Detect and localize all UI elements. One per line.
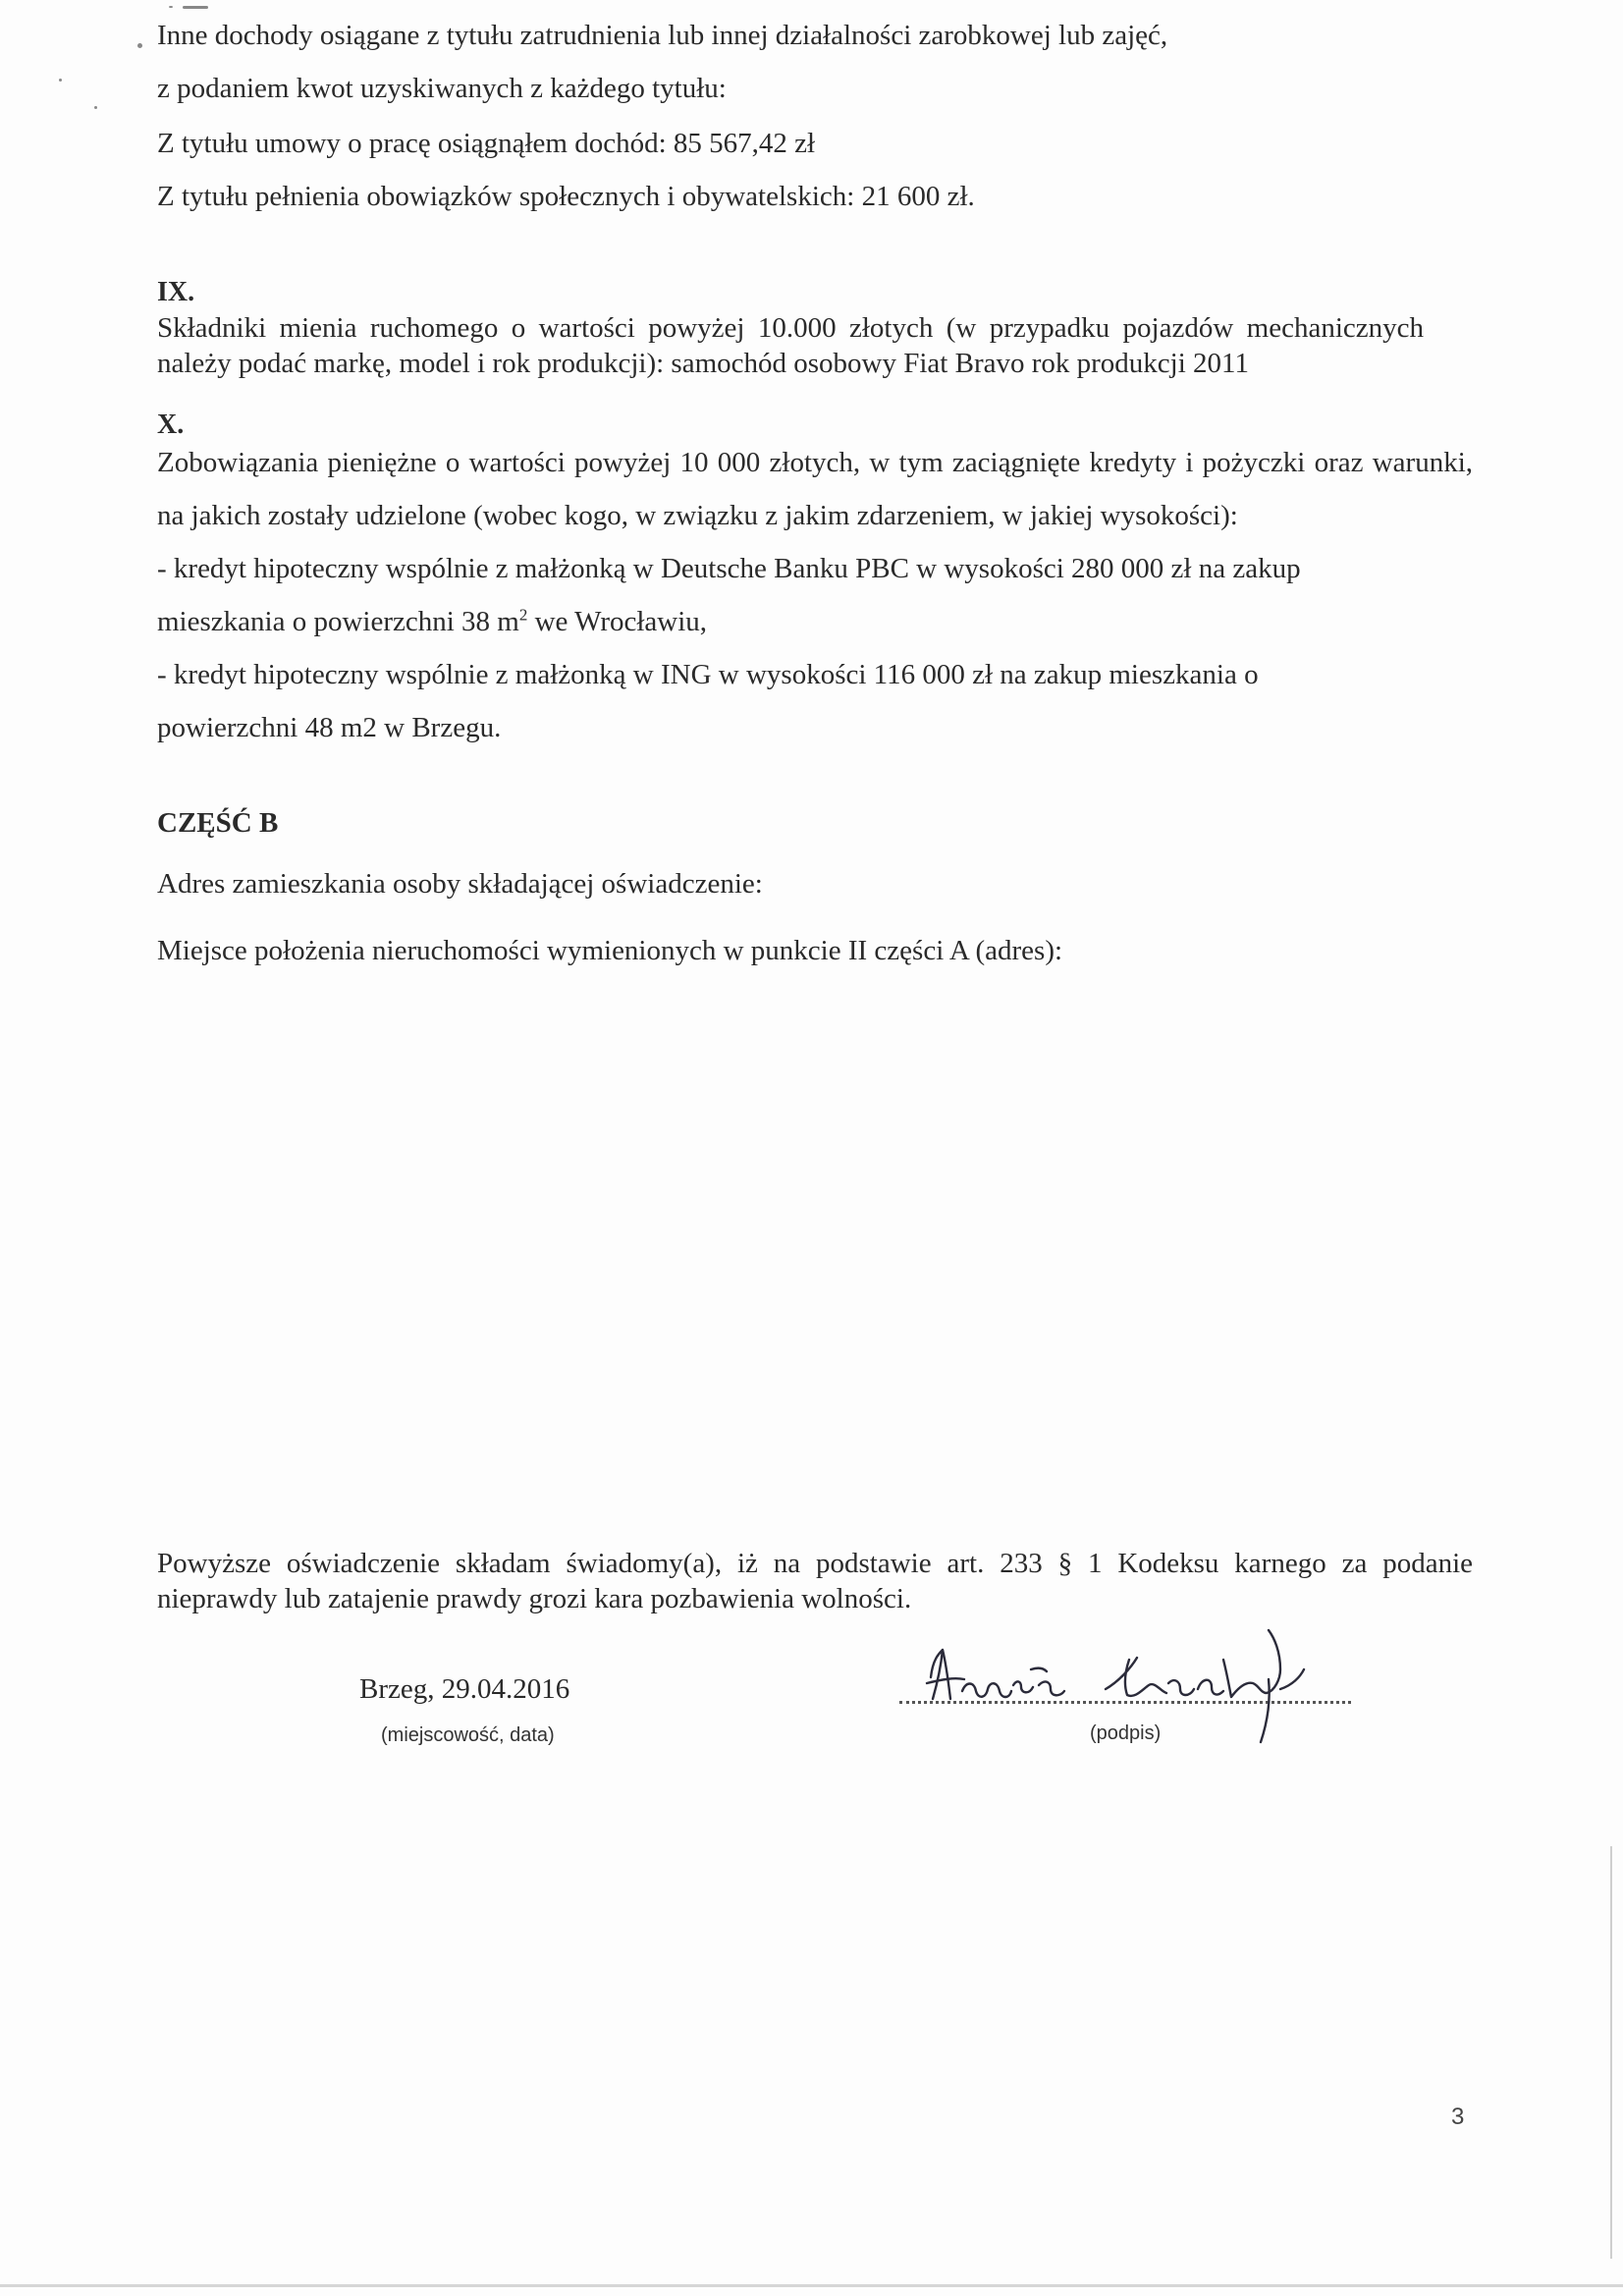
square-superscript: 2 (518, 605, 528, 625)
residence-address-label: Adres zamieszkania osoby składającej oświadczenie: (157, 868, 763, 900)
section-ix (157, 275, 1424, 381)
scan-edge-bottom (0, 2284, 1623, 2287)
civic-income-line: Z tytułu pełnienia obowiązków społecznych i obywatelskich: 21 600 zł. (157, 181, 975, 212)
place-date: Brzeg, 29.04.2016 (359, 1673, 570, 1705)
section-viii (157, 16, 1473, 55)
scan-speck (169, 6, 173, 8)
place-date-caption: (miejscowość, data) (381, 1724, 555, 1746)
section-viii-cont (157, 69, 1473, 108)
mortgage-1-line-1: - kredyt hipoteczny wspólnie z małżonką w Deutsche Banku PBC w wysokości 280 000 zł na zakup (157, 553, 1301, 584)
mortgage-1-city: we Wrocławiu, (527, 606, 708, 637)
scan-speck (94, 106, 97, 109)
page-number: 3 (1451, 2104, 1465, 2130)
scan-edge-right (1610, 1846, 1612, 2259)
section-x (157, 409, 1473, 754)
other-income-line-2: z podaniem kwot uzyskiwanych z każdego tytułu: (157, 73, 727, 104)
civic-income (157, 177, 1473, 216)
mortgage-2-line-2: powierzchni 48 m2 w Brzegu. (157, 712, 502, 743)
part-b-heading: CZĘŚĆ B (157, 807, 279, 839)
section-x-heading: X. (157, 410, 185, 440)
employment-income-line: Z tytułu umowy o pracę osiągnąłem dochód: 85 567,42 zł (157, 128, 816, 159)
declaration (157, 1546, 1473, 1616)
declaration-text: Powyższe oświadczenie składam świadomy(a), iż na podstawie art. 233 § 1 Kodeksu karnego za podanie nieprawdy lub zatajenie prawdy grozi kara pozbawienia wolności. (157, 1548, 1473, 1614)
other-income-line-1: Inne dochody osiągane z tytułu zatrudnienia lub innej działalności zarobkowej lub zajęć, (157, 20, 1168, 51)
property-location-label: Miejsce położenia nieruchomości wymienionych w punkcie II części A (adres): (157, 935, 1063, 966)
scan-speck (183, 6, 208, 9)
scan-speck (137, 43, 142, 48)
mortgage-1-text: mieszkania o powierzchni 38 m (157, 606, 519, 637)
mortgage-1-line-2 (157, 595, 1473, 648)
employment-income (157, 124, 1473, 163)
liabilities-intro: Zobowiązania pieniężne o wartości powyżej 10 000 złotych, w tym zaciągnięte kredyty i pożyczki oraz warunki, na jakich zostały udzielone (wobec kogo, w związku z jakim zdarzeniem, w jakiej wysokości): (157, 447, 1473, 531)
scan-speck (59, 79, 62, 82)
signature-caption: (podpis) (1090, 1722, 1162, 1744)
part-b (157, 803, 1473, 970)
section-ix-text: Składniki mienia ruchomego o wartości powyżej 10.000 złotych (w przypadku pojazdów mechanicznych należy podać markę, model i rok produkcji): samochód osobowy Fiat Bravo rok produkcji 2011 (157, 312, 1424, 379)
section-ix-heading: IX. (157, 277, 195, 307)
mortgage-2-line-1: - kredyt hipoteczny wspólnie z małżonką w ING w wysokości 116 000 zł na zakup mieszkania o (157, 659, 1259, 690)
